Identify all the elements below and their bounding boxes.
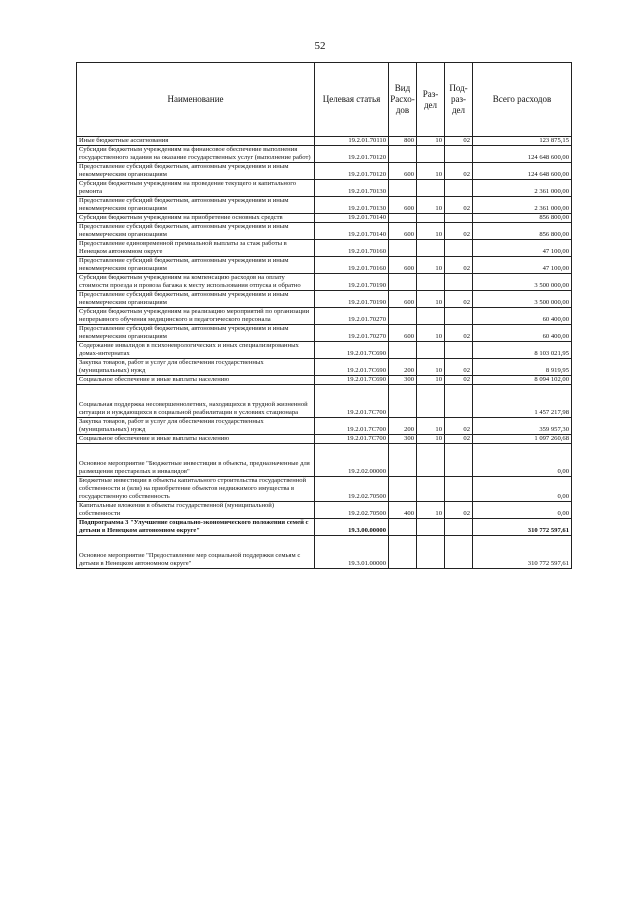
row-total: 47 100,00 bbox=[473, 257, 572, 274]
table-row bbox=[77, 435, 572, 444]
row-podrazdel: 02 bbox=[445, 435, 473, 444]
table-row bbox=[77, 342, 572, 359]
row-total: 3 500 000,00 bbox=[473, 274, 572, 291]
row-code: 19.2.01.70140 bbox=[315, 223, 389, 240]
table-row bbox=[77, 308, 572, 325]
row-total: 2 361 000,00 bbox=[473, 180, 572, 197]
row-vid: 200 bbox=[389, 418, 417, 435]
row-razdel: 10 bbox=[417, 502, 445, 519]
row-code: 19.2.01.70120 bbox=[315, 163, 389, 180]
row-razdel bbox=[417, 274, 445, 291]
row-name: Иные бюджетные ассигнования bbox=[77, 137, 315, 146]
row-name: Основное мероприятие "Предоставление мер социальной поддержки семьям с детьми в Ненецком автономном округе" bbox=[77, 536, 315, 569]
row-total: 0,00 bbox=[473, 444, 572, 477]
table-row bbox=[77, 385, 572, 418]
row-total: 310 772 597,61 bbox=[473, 519, 572, 536]
row-code: 19.3.00.00000 bbox=[315, 519, 389, 536]
row-code: 19.2.02.70500 bbox=[315, 477, 389, 502]
row-code: 19.2.01.70190 bbox=[315, 291, 389, 308]
row-vid bbox=[389, 444, 417, 477]
row-vid bbox=[389, 214, 417, 223]
table-row bbox=[77, 376, 572, 385]
row-name: Предоставление субсидий бюджетным, автономным учреждениям и иным некоммерческим организациям bbox=[77, 325, 315, 342]
table-row bbox=[77, 146, 572, 163]
row-podrazdel: 02 bbox=[445, 257, 473, 274]
header-vid: Вид Расхо-дов bbox=[389, 63, 417, 137]
row-code: 19.2.01.70140 bbox=[315, 214, 389, 223]
row-code: 19.2.02.00000 bbox=[315, 444, 389, 477]
row-podrazdel: 02 bbox=[445, 223, 473, 240]
row-code: 19.2.01.70270 bbox=[315, 325, 389, 342]
row-code: 19.2.01.7С700 bbox=[315, 385, 389, 418]
header-razdel: Раз-дел bbox=[417, 63, 445, 137]
row-name: Предоставление субсидий бюджетным, автономным учреждениям и иным некоммерческим организациям bbox=[77, 163, 315, 180]
page-number: 52 bbox=[314, 40, 326, 52]
row-razdel: 10 bbox=[417, 137, 445, 146]
row-podrazdel: 02 bbox=[445, 359, 473, 376]
header-total: Всего расходов bbox=[473, 63, 572, 137]
row-vid bbox=[389, 342, 417, 359]
row-vid bbox=[389, 274, 417, 291]
header-code: Целевая статья bbox=[315, 63, 389, 137]
row-razdel bbox=[417, 519, 445, 536]
row-razdel bbox=[417, 308, 445, 325]
row-code: 19.2.02.70500 bbox=[315, 502, 389, 519]
row-name: Субсидии бюджетным учреждениям на компенсацию расходов на оплату стоимости проезда и провоза багажа к месту использования отпуска и обратно bbox=[77, 274, 315, 291]
row-total: 1 457 217,98 bbox=[473, 385, 572, 418]
row-name: Предоставление субсидий бюджетным, автономным учреждениям и иным некоммерческим организациям bbox=[77, 291, 315, 308]
table-row bbox=[77, 444, 572, 477]
row-total: 0,00 bbox=[473, 477, 572, 502]
row-podrazdel bbox=[445, 240, 473, 257]
row-total: 8 094 102,00 bbox=[473, 376, 572, 385]
row-razdel bbox=[417, 444, 445, 477]
row-razdel bbox=[417, 214, 445, 223]
row-code: 19.3.01.00000 bbox=[315, 536, 389, 569]
table-row bbox=[77, 197, 572, 214]
row-name: Субсидии бюджетным учреждениям на проведение текущего и капитального ремонта bbox=[77, 180, 315, 197]
row-total: 856 800,00 bbox=[473, 223, 572, 240]
row-total: 124 648 600,00 bbox=[473, 163, 572, 180]
row-podrazdel: 02 bbox=[445, 325, 473, 342]
row-name: Субсидии бюджетным учреждениям на финансовое обеспечение выполнения государственного задания на оказание государственных услуг (выполнение работ) bbox=[77, 146, 315, 163]
row-total: 8 919,95 bbox=[473, 359, 572, 376]
row-name: Социальная поддержка несовершеннолетних, находящихся в трудной жизненной ситуации и нуждающихся в социальной реабилитации в условиях стационара bbox=[77, 385, 315, 418]
row-name: Предоставление единовременной премиальной выплаты за стаж работы в Ненецком автономном округе bbox=[77, 240, 315, 257]
row-code: 19.2.01.7С700 bbox=[315, 435, 389, 444]
row-name: Предоставление субсидий бюджетным, автономным учреждениям и иным некоммерческим организациям bbox=[77, 257, 315, 274]
row-total: 124 648 600,00 bbox=[473, 146, 572, 163]
table-row bbox=[77, 180, 572, 197]
row-podrazdel bbox=[445, 342, 473, 359]
row-name: Закупка товаров, работ и услуг для обеспечения государственных (муниципальных) нужд bbox=[77, 418, 315, 435]
header-podrazdel: Под-раз-дел bbox=[445, 63, 473, 137]
row-code: 19.2.01.7С690 bbox=[315, 359, 389, 376]
row-total: 1 097 260,68 bbox=[473, 435, 572, 444]
row-razdel: 10 bbox=[417, 197, 445, 214]
row-vid: 600 bbox=[389, 325, 417, 342]
row-total: 359 957,30 bbox=[473, 418, 572, 435]
table-row bbox=[77, 325, 572, 342]
row-razdel: 10 bbox=[417, 325, 445, 342]
row-total: 856 800,00 bbox=[473, 214, 572, 223]
row-vid: 600 bbox=[389, 197, 417, 214]
row-razdel bbox=[417, 536, 445, 569]
row-name: Капитальные вложения в объекты государственной (муниципальной) собственности bbox=[77, 502, 315, 519]
row-code: 19.2.01.70190 bbox=[315, 274, 389, 291]
row-razdel bbox=[417, 146, 445, 163]
row-name: Социальное обеспечение и иные выплаты населению bbox=[77, 376, 315, 385]
row-vid bbox=[389, 240, 417, 257]
table-row bbox=[77, 257, 572, 274]
row-name: Закупка товаров, работ и услуг для обеспечения государственных (муниципальных) нужд bbox=[77, 359, 315, 376]
table-row bbox=[77, 274, 572, 291]
row-razdel: 10 bbox=[417, 359, 445, 376]
row-razdel bbox=[417, 477, 445, 502]
row-code: 19.2.01.70130 bbox=[315, 180, 389, 197]
row-total: 3 500 000,00 bbox=[473, 291, 572, 308]
table-row bbox=[77, 214, 572, 223]
row-podrazdel bbox=[445, 385, 473, 418]
row-code: 19.2.01.70270 bbox=[315, 308, 389, 325]
row-total: 2 361 000,00 bbox=[473, 197, 572, 214]
row-razdel bbox=[417, 240, 445, 257]
row-vid: 600 bbox=[389, 223, 417, 240]
row-podrazdel: 02 bbox=[445, 163, 473, 180]
row-razdel bbox=[417, 180, 445, 197]
table-row bbox=[77, 359, 572, 376]
row-vid bbox=[389, 477, 417, 502]
row-vid: 300 bbox=[389, 435, 417, 444]
row-razdel: 10 bbox=[417, 418, 445, 435]
row-code: 19.2.01.70130 bbox=[315, 197, 389, 214]
row-podrazdel: 02 bbox=[445, 291, 473, 308]
row-podrazdel: 02 bbox=[445, 137, 473, 146]
table-row bbox=[77, 536, 572, 569]
row-podrazdel bbox=[445, 477, 473, 502]
row-podrazdel bbox=[445, 519, 473, 536]
row-podrazdel bbox=[445, 214, 473, 223]
row-razdel: 10 bbox=[417, 257, 445, 274]
row-name: Предоставление субсидий бюджетным, автономным учреждениям и иным некоммерческим организациям bbox=[77, 223, 315, 240]
row-name: Содержание инвалидов в психоневрологических и иных специализированных домах-интернатах bbox=[77, 342, 315, 359]
row-code: 19.2.01.70160 bbox=[315, 240, 389, 257]
row-total: 8 103 021,95 bbox=[473, 342, 572, 359]
row-podrazdel bbox=[445, 444, 473, 477]
row-vid: 300 bbox=[389, 376, 417, 385]
row-podrazdel: 02 bbox=[445, 418, 473, 435]
row-razdel: 10 bbox=[417, 376, 445, 385]
row-vid: 600 bbox=[389, 257, 417, 274]
row-podrazdel bbox=[445, 274, 473, 291]
row-razdel bbox=[417, 342, 445, 359]
row-podrazdel bbox=[445, 308, 473, 325]
row-total: 0,00 bbox=[473, 502, 572, 519]
row-code: 19.2.01.7С690 bbox=[315, 342, 389, 359]
table-body bbox=[77, 137, 572, 569]
row-code: 19.2.01.7С690 bbox=[315, 376, 389, 385]
table-row bbox=[77, 291, 572, 308]
row-vid: 600 bbox=[389, 291, 417, 308]
row-code: 19.2.01.70110 bbox=[315, 137, 389, 146]
table-row bbox=[77, 502, 572, 519]
row-razdel: 10 bbox=[417, 163, 445, 180]
row-podrazdel bbox=[445, 180, 473, 197]
row-vid: 600 bbox=[389, 163, 417, 180]
table-row bbox=[77, 137, 572, 146]
table-row bbox=[77, 418, 572, 435]
row-vid bbox=[389, 146, 417, 163]
row-vid: 800 bbox=[389, 137, 417, 146]
row-total: 310 772 597,61 bbox=[473, 536, 572, 569]
row-name: Подпрограмма 3 "Улучшение социально-экономического положения семей с детьми в Ненецком автономном округе" bbox=[77, 519, 315, 536]
row-podrazdel: 02 bbox=[445, 502, 473, 519]
row-name: Социальное обеспечение и иные выплаты населению bbox=[77, 435, 315, 444]
budget-table bbox=[76, 62, 572, 569]
row-code: 19.2.01.70120 bbox=[315, 146, 389, 163]
row-vid bbox=[389, 308, 417, 325]
row-name: Бюджетные инвестиции в объекты капитального строительства государственной собственности и (или) на приобретение объектов недвижимого имущества в государственную собственность bbox=[77, 477, 315, 502]
table-row bbox=[77, 477, 572, 502]
row-podrazdel bbox=[445, 536, 473, 569]
row-total: 47 100,00 bbox=[473, 240, 572, 257]
row-razdel: 10 bbox=[417, 223, 445, 240]
row-vid bbox=[389, 536, 417, 569]
row-name: Предоставление субсидий бюджетным, автономным учреждениям и иным некоммерческим организациям bbox=[77, 197, 315, 214]
table-row bbox=[77, 223, 572, 240]
table-row bbox=[77, 240, 572, 257]
row-podrazdel: 02 bbox=[445, 197, 473, 214]
row-name: Основное мероприятие "Бюджетные инвестиции в объекты, предназначенные для размещения престарелых и инвалидов" bbox=[77, 444, 315, 477]
row-total: 123 875,15 bbox=[473, 137, 572, 146]
header-name: Наименование bbox=[77, 63, 315, 137]
row-vid: 200 bbox=[389, 359, 417, 376]
row-podrazdel bbox=[445, 146, 473, 163]
table-row bbox=[77, 163, 572, 180]
row-name: Субсидии бюджетным учреждениям на приобретение основных средств bbox=[77, 214, 315, 223]
row-total: 60 400,00 bbox=[473, 325, 572, 342]
table-header-row bbox=[77, 63, 572, 137]
row-vid bbox=[389, 180, 417, 197]
row-razdel: 10 bbox=[417, 435, 445, 444]
row-vid bbox=[389, 385, 417, 418]
row-razdel: 10 bbox=[417, 291, 445, 308]
table-row bbox=[77, 519, 572, 536]
row-vid bbox=[389, 519, 417, 536]
row-vid: 400 bbox=[389, 502, 417, 519]
row-podrazdel: 02 bbox=[445, 376, 473, 385]
row-total: 60 400,00 bbox=[473, 308, 572, 325]
row-razdel bbox=[417, 385, 445, 418]
row-name: Субсидии бюджетным учреждениям на реализацию мероприятий по организации непрерывного обучения медицинского и педагогического персонала bbox=[77, 308, 315, 325]
row-code: 19.2.01.70160 bbox=[315, 257, 389, 274]
row-code: 19.2.01.7С700 bbox=[315, 418, 389, 435]
